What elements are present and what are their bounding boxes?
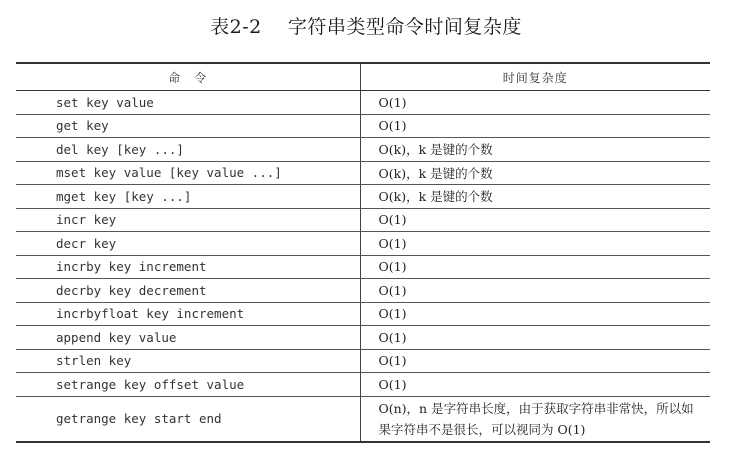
complexity-cell: O(k)，k 是键的个数 — [360, 138, 710, 162]
table-row — [16, 279, 710, 303]
table-row — [16, 185, 710, 209]
table-header-row — [16, 63, 710, 91]
command-cell: setrange key offset value — [16, 373, 360, 397]
table-row — [16, 373, 710, 397]
command-cell: mget key [key ...] — [16, 185, 360, 209]
complexity-cell: O(k)，k 是键的个数 — [360, 161, 710, 185]
command-cell: incrbyfloat key increment — [16, 302, 360, 326]
command-cell: decr key — [16, 232, 360, 256]
command-cell: incr key — [16, 208, 360, 232]
table-row — [16, 138, 710, 162]
table-row — [16, 396, 710, 442]
complexity-cell: O(n)，n 是字符串长度，由于获取字符串非常快，所以如果字符串不是很长，可以视同为 O(1) — [360, 396, 710, 442]
table-row — [16, 114, 710, 138]
complexity-cell: O(1) — [360, 326, 710, 350]
complexity-cell: O(1) — [360, 279, 710, 303]
complexity-cell: O(k)，k 是键的个数 — [360, 185, 710, 209]
table-row — [16, 302, 710, 326]
table-row — [16, 161, 710, 185]
command-cell: incrby key increment — [16, 255, 360, 279]
command-cell: append key value — [16, 326, 360, 350]
complexity-cell: O(1) — [360, 208, 710, 232]
command-cell: del key [key ...] — [16, 138, 360, 162]
table-row — [16, 91, 710, 115]
complexity-cell: O(1) — [360, 91, 710, 115]
complexity-cell: O(1) — [360, 349, 710, 373]
header-command: 命 令 — [16, 63, 360, 91]
table-caption: 表2-2 字符串类型命令时间复杂度 — [210, 16, 522, 38]
table-row — [16, 349, 710, 373]
complexity-cell: O(1) — [360, 114, 710, 138]
command-cell: get key — [16, 114, 360, 138]
table-row — [16, 208, 710, 232]
command-cell: set key value — [16, 91, 360, 115]
command-cell: strlen key — [16, 349, 360, 373]
command-cell: decrby key decrement — [16, 279, 360, 303]
complexity-cell: O(1) — [360, 232, 710, 256]
header-complexity: 时间复杂度 — [360, 63, 710, 91]
command-cell: getrange key start end — [16, 396, 360, 442]
table-row — [16, 255, 710, 279]
complexity-cell: O(1) — [360, 302, 710, 326]
complexity-cell: O(1) — [360, 255, 710, 279]
complexity-table — [16, 62, 710, 443]
table-row — [16, 326, 710, 350]
command-cell: mset key value [key value ...] — [16, 161, 360, 185]
complexity-cell: O(1) — [360, 373, 710, 397]
table-row — [16, 232, 710, 256]
